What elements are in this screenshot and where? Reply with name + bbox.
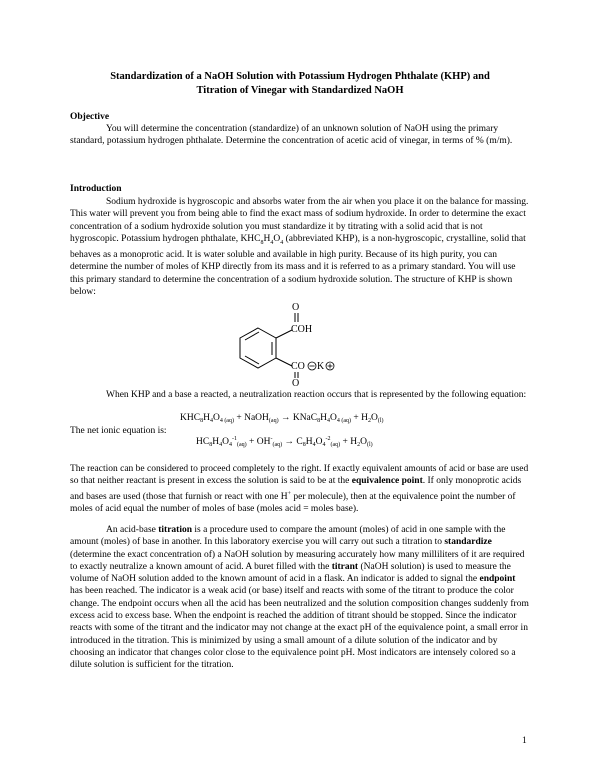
- net-ionic-equation: $HC_8H_4O_4^{-1}_{(aq)} + OH^-_{(aq)} \to C_8H_4O_4^{-2}_{(aq)} + H_2O_{(l)}$: [196, 436, 373, 448]
- benzene-ring: [240, 328, 276, 368]
- objective-text: You will determine the concentration (standardize) of an unknown solution of NaOH using the primary standard, potassium hydrogen phthalate. Determine the concentration of acetic acid of vinegar, in terms of % (m/m).: [70, 124, 513, 147]
- bottom-oxygen: O: [292, 378, 300, 386]
- coh-group: COH: [291, 324, 313, 335]
- potassium-ion: K: [317, 361, 325, 372]
- page-title: [60, 70, 540, 98]
- titration-paragraph: An acid-base titration is a procedure used to compare the amount (moles) of acid in one sample with the amount (moles) of base in another. In this laboratory exercise you will carry out such a titration to standardize (determine the exact concentration of) a NaOH solution by measuring accurately how many milliliters of it are required to exactly neutralize a known amount of acid. A buret filled with the titrant (NaOH solution) is used to measure the volume of NaOH solution added to the known amount of acid in a flask. An indicator is added to signal the endpoint has been reached. The indicator is a weak acid (or base) itself and reacts with some of the titrant to produce the color change. The endpoint occurs when all the acid has been neutralized and the solution composition changes suddenly from excess acid to excess base. When the endpoint is reached the addition of titrant should be stopped. Since the indicator reacts with some of the titrant and the indicator may not change at the exact pH of the equivalence point, a small error in introduced in the titration. This is minimized by using a small amount of a dilute solution of the indicator and by choosing an indicator that changes color close to the equivalence point pH. Most indicators are intensely colored so a dilute solution is sufficient for the titration.: [70, 525, 529, 671]
- title-line-2: Titration of Vinegar with Standardized NaOH: [196, 85, 404, 96]
- khp-structure-diagram: [228, 300, 348, 386]
- coo-group: CO: [291, 361, 305, 372]
- objective-heading: Objective: [70, 112, 110, 122]
- page-number: 1: [522, 736, 527, 746]
- net-ionic-label: The net ionic equation is:: [70, 426, 167, 436]
- reaction-intro: When KHP and a base a reacted, a neutralization reaction occurs that is represented by the following equation:: [106, 390, 527, 400]
- equivalence-paragraph: The reaction can be considered to proceed completely to the right. If exactly equivalent amounts of acid or base are used so that neither reactant is present in excess the solution is said to be at the equivalence point. If only monoprotic acids and bases are used (those that furnish or react with one H+ per molecule), then at the equivalence point the number of moles of acid equal the number of moles of base (moles acid = moles base).: [70, 464, 529, 515]
- introduction-heading: Introduction: [70, 184, 122, 194]
- introduction-paragraph: Sodium hydroxide is hygroscopic and absorbs water from the air when you place it on the balance for massing. This water will prevent you from being able to find the exact mass of sodium hydroxide. In order to determine the exact concentration of a sodium hydroxide solution you must standardize it by titrating with a solid acid that is not hygroscopic. Potassium hydrogen phthalate, $KHC_8H_4O_4$ (abbreviated KHP), is a non-hygroscopic, crystalline, solid that behaves as a monoprotic acid. It is water soluble and available in high purity. Because of its high purity, you can determine the number of moles of KHP directly from its mass and it is referred to as a primary standard. You will use this primary standard to determine the concentration of a sodium hydroxide solution. The structure of KHP is shown below:: [70, 197, 529, 297]
- neutralization-equation: $KHC_8H_4O_{4 (aq)}$ + NaOH$_{(aq)}$ → $KNaC_8H_4O_{4 (aq)} + H_2O_{(l)}$: [180, 413, 384, 424]
- title-line-1: Standardization of a NaOH Solution with Potassium Hydrogen Phthalate (KHP) and: [110, 71, 490, 82]
- top-oxygen: O: [292, 302, 300, 313]
